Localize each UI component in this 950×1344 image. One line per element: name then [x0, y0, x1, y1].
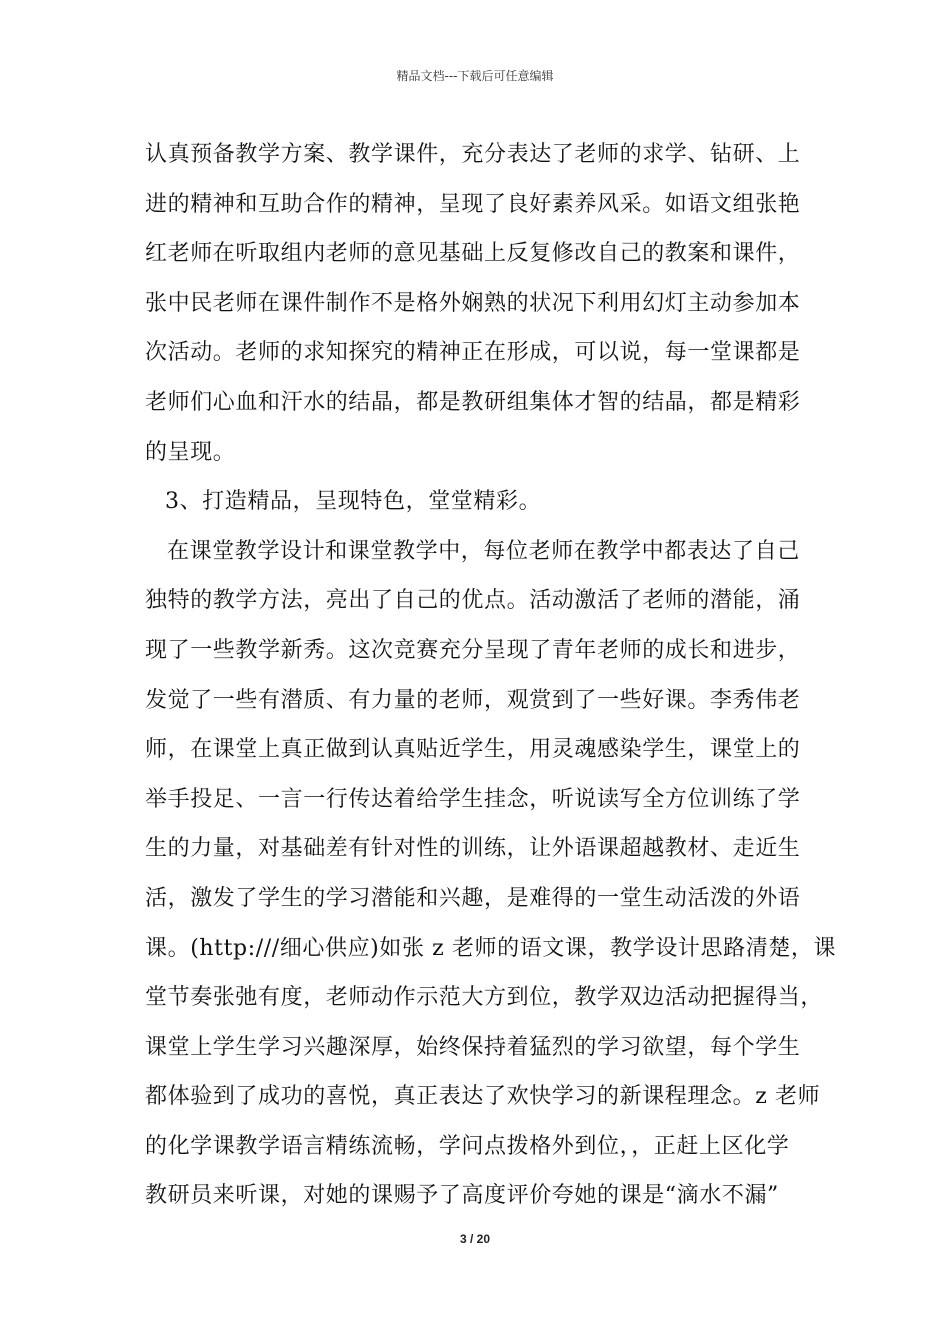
- document-body: [145, 130, 837, 1221]
- text-line: 都体验到了成功的喜悦，真正表达了欢快学习的新课程理念。z 老师: [145, 1084, 821, 1110]
- text-line: 的化学课教学语言精练流畅，学问点拨格外到位，，正赶上区化学: [145, 1133, 790, 1159]
- text-line: 进的精神和互助合作的精神，呈现了良好素养风采。如语文组张艳: [145, 191, 801, 217]
- text-line: 张中民老师在课件制作不是格外娴熟的状况下利用幻灯主动参加本: [145, 290, 801, 316]
- text-line: 认真预备教学方案、教学课件，充分表达了老师的求学、钻研、上: [145, 142, 801, 167]
- text-line: 发觉了一些有潜质、有力量的老师，观赏到了一些好课。李秀伟老: [145, 687, 801, 713]
- text-line: 堂节奏张弛有度，老师动作示范大方到位，教学双边活动把握得当，: [145, 985, 824, 1011]
- text-line: 课。(http:///细心供应)如张 z 老师的语文课，教学设计思路清楚，课: [145, 935, 837, 961]
- text-line: 独特的教学方法，亮出了自己的优点。活动激活了老师的潜能，涌: [145, 588, 801, 614]
- text-line: 举手投足、一言一行传达着给学生挂念，听说读写全方位训练了学: [145, 786, 801, 812]
- text-line: 的呈现。: [145, 439, 236, 465]
- text-line: 师，在课堂上真正做到认真贴近学生，用灵魂感染学生，课堂上的: [145, 737, 801, 763]
- text-line: 红老师在听取组内老师的意见基础上反复修改自己的教案和课件，: [145, 241, 801, 267]
- text-line: 现了一些教学新秀。这次竞赛充分呈现了青年老师的成长和进步，: [145, 637, 801, 663]
- text-line: 次活动。老师的求知探究的精神正在形成，可以说，每一堂课都是: [145, 340, 801, 366]
- page-number: 3 / 20: [459, 1232, 491, 1246]
- page-header: 精品文档---下载后可任意编辑: [396, 69, 554, 83]
- section-heading: 3、打造精品，呈现特色，堂堂精彩。: [165, 489, 542, 515]
- text-line: 活，激发了学生的学习潜能和兴趣，是难得的一堂生动活泼的外语: [145, 885, 801, 911]
- text-line: 课堂上学生学习兴趣深厚，始终保持着猛烈的学习欲望，每个学生: [145, 1034, 801, 1060]
- text-line: 在课堂教学设计和课堂教学中，每位老师在教学中都表达了自己: [167, 538, 800, 564]
- text-line: 老师们心血和汗水的结晶，都是教研组集体才智的结晶，都是精彩: [145, 389, 801, 415]
- text-line: 教研员来听课，对她的课赐予了高度评价夸她的课是“滴水不漏”: [145, 1183, 779, 1209]
- text-line: 生的力量，对基础差有针对性的训练，让外语课超越教材、走近生: [145, 836, 801, 862]
